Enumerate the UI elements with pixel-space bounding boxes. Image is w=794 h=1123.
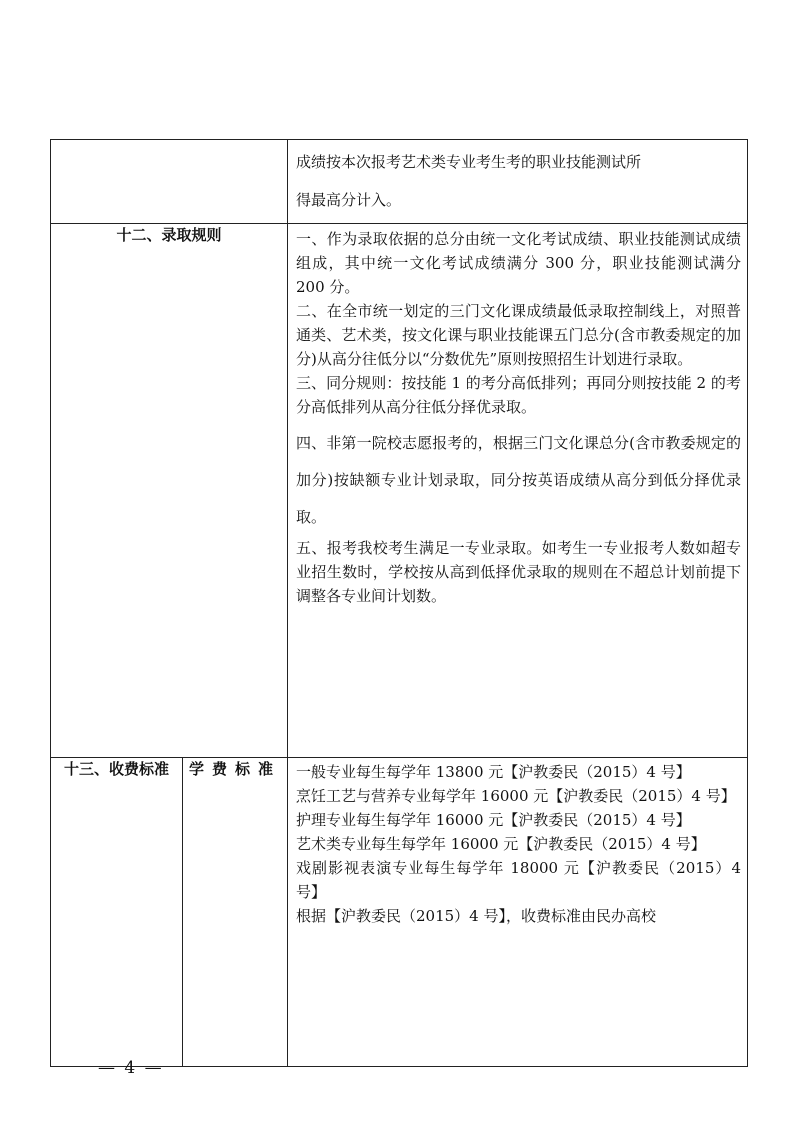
table-row (51, 758, 748, 1067)
fee-standard-label: 十三、收费标准 (51, 758, 183, 1067)
rule-paragraph: 一、作为录取依据的总分由统一文化考试成绩、职业技能测试成绩组成，其中统一文化考试成绩满分 300 分，职业技能测试满分 200 分。 (296, 230, 741, 296)
table-row (51, 224, 748, 758)
content-cell (288, 758, 748, 1067)
admission-info-table (50, 139, 748, 1067)
fee-item: 戏剧影视表演专业每生每学年 18000 元【沪教委民（2015）4 号】 (296, 859, 741, 901)
table-row (51, 140, 748, 224)
content-cell (288, 224, 748, 758)
content-cell (288, 140, 748, 224)
rule-paragraph: 四、非第一院校志愿报考的，根据三门文化课总分(含市教委规定的加分)按缺额专业计划录取，同分按英语成绩从高分到低分择优录取。 (296, 434, 741, 526)
text-line: 成绩按本次报考艺术类专业考生考的职业技能测试所 (296, 153, 642, 171)
tuition-standard-label: 学费标准 (183, 758, 288, 1067)
fee-item: 根据【沪教委民（2015）4 号】，收费标准由民办高校 (296, 907, 656, 925)
fee-item: 护理专业每生每学年 16000 元【沪教委民（2015）4 号】 (296, 811, 691, 829)
rule-paragraph: 五、报考我校考生满足一专业录取。如考生一专业报考人数如超专业招生数时，学校按从高到低择优录取的规则在不超总计划前提下调整各专业间计划数。 (296, 539, 741, 605)
text-line: 得最高分计入。 (296, 191, 402, 209)
rule-paragraph: 二、在全市统一划定的三门文化课成绩最低录取控制线上，对照普通类、艺术类，按文化课与职业技能课五门总分(含市教委规定的加分)从高分往低分以“分数优先”原则按照招生计划进行录取。 (296, 302, 741, 368)
fee-item: 烹饪工艺与营养专业每学年 16000 元【沪教委民（2015）4 号】 (296, 787, 736, 805)
empty-label-cell (51, 140, 288, 224)
fee-item: 艺术类专业每生每学年 16000 元【沪教委民（2015）4 号】 (296, 835, 706, 853)
rule-paragraph: 三、同分规则：按技能 1 的考分高低排列；再同分则按技能 2 的考分高低排列从高分往低分择优录取。 (296, 374, 741, 416)
admission-rules-label: 十二、录取规则 (51, 224, 288, 758)
fee-item: 一般专业每生每学年 13800 元【沪教委民（2015）4 号】 (296, 763, 691, 781)
page-number: — 4 — (98, 1058, 164, 1078)
